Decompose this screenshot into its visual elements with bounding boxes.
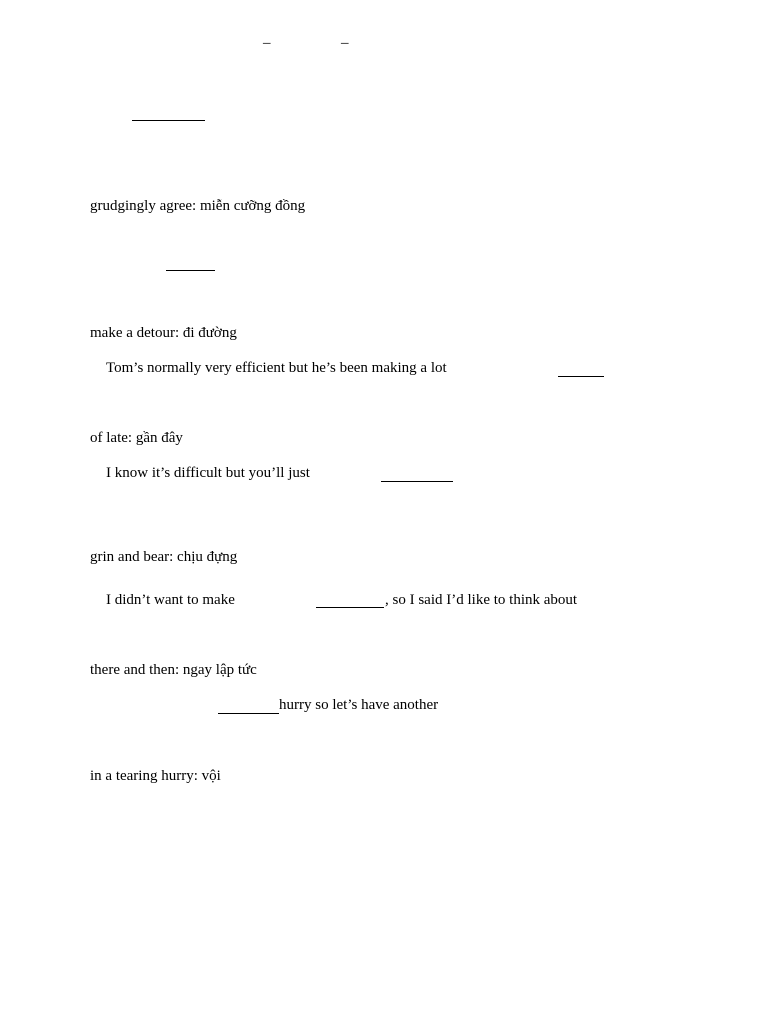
definition-of-late: of late: gần đây [90, 430, 183, 446]
sentence-didnt-want-end: , so I said I’d like to think about [385, 592, 578, 608]
sentence-tom-efficient: Tom’s normally very efficient but he’s been making a lot [106, 360, 447, 376]
sentence-hurry-another: hurry so let’s have another [279, 697, 439, 713]
answer-blank-4[interactable] [381, 481, 453, 482]
header-dash-2: – [341, 35, 349, 51]
answer-blank-2[interactable] [166, 270, 215, 271]
answer-blank-3[interactable] [558, 376, 604, 377]
definition-tearing-hurry: in a tearing hurry: vội [90, 768, 221, 784]
answer-blank-5[interactable] [316, 607, 384, 608]
sentence-didnt-want-start: I didn’t want to make [106, 592, 235, 608]
definition-there-and-then: there and then: ngay lập tức [90, 662, 257, 678]
answer-blank-6[interactable] [218, 713, 279, 714]
header-dash-1: – [263, 35, 271, 51]
definition-grin-and-bear: grin and bear: chịu đựng [90, 549, 238, 565]
definition-grudgingly-agree: grudgingly agree: miễn cưỡng đồng [90, 198, 306, 214]
answer-blank-1[interactable] [132, 120, 205, 121]
definition-make-a-detour: make a detour: đi đường [90, 325, 237, 341]
sentence-difficult: I know it’s difficult but you’ll just [106, 465, 310, 481]
